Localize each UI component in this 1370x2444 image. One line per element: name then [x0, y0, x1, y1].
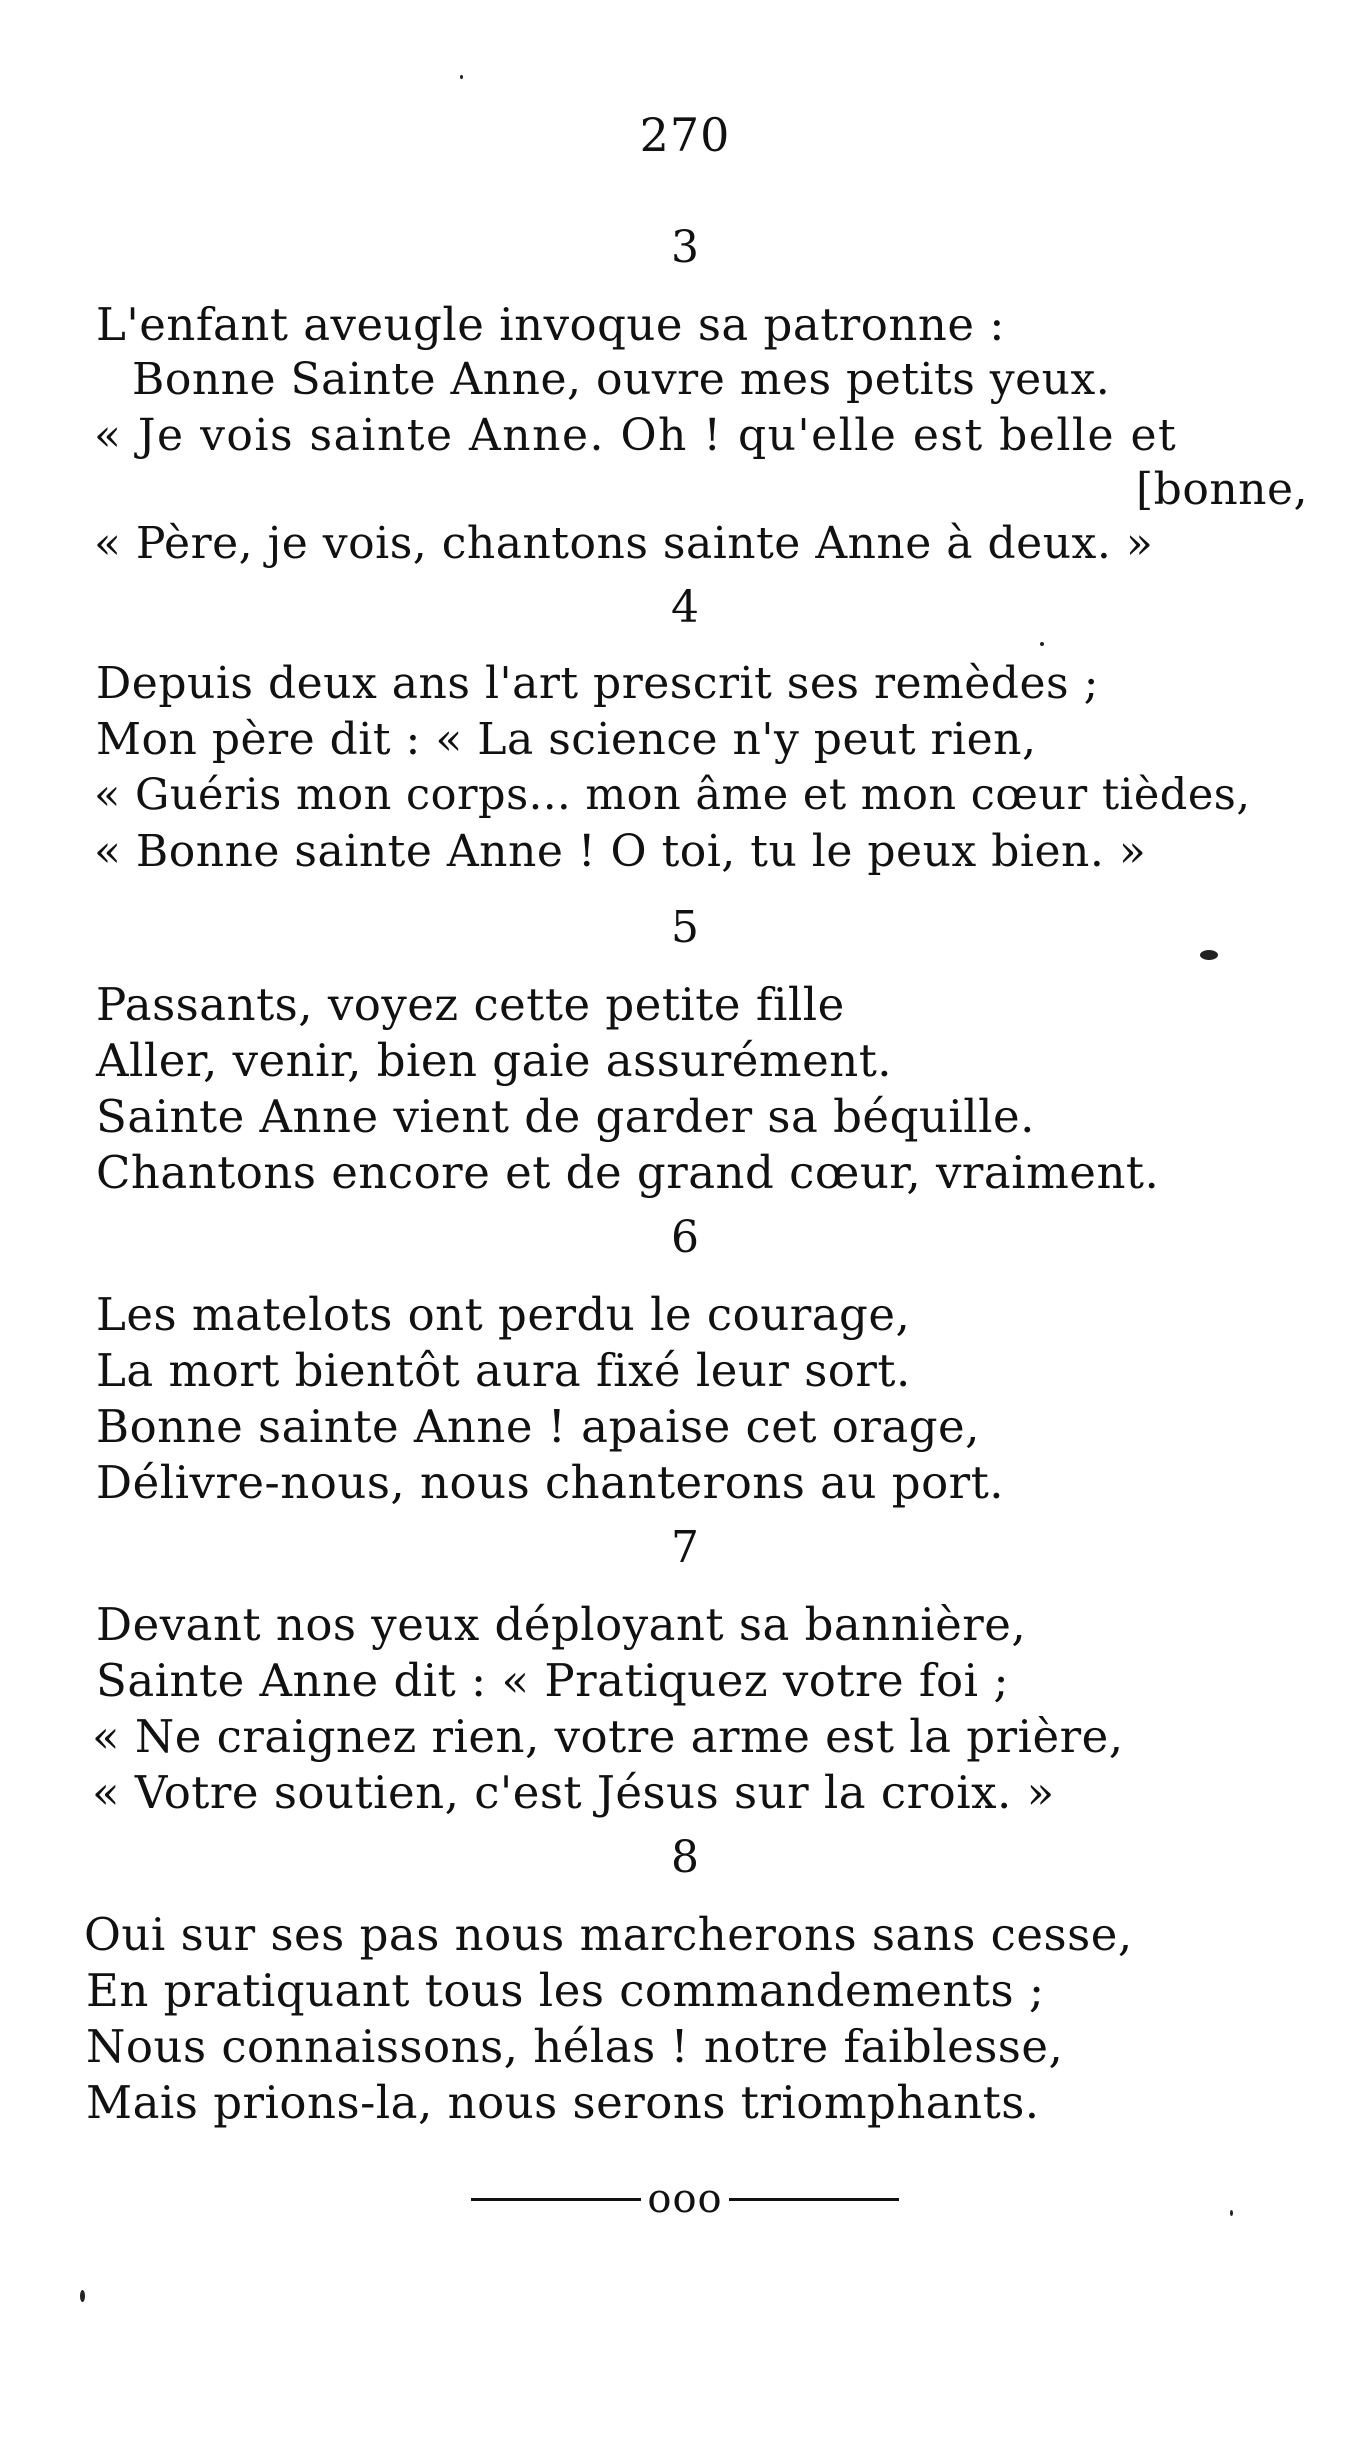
print-speck	[1040, 642, 1044, 646]
verse-line: Depuis deux ans l'art prescrit ses remèdes ;	[96, 658, 1099, 709]
stanza-number: 3	[671, 222, 699, 273]
stanza-number: 7	[671, 1522, 699, 1573]
verse-line: « Bonne sainte Anne ! O toi, tu le peux bien. »	[94, 826, 1147, 877]
verse-line: Chantons encore et de grand cœur, vraiment.	[96, 1146, 1160, 1199]
verse-line: Les matelots ont perdu le courage,	[96, 1288, 911, 1341]
print-speck	[460, 75, 463, 79]
verse-line: « Guéris mon corps... mon âme et mon cœur tièdes,	[94, 770, 1251, 820]
stanza-number: 5	[671, 902, 699, 953]
stanza-number: 8	[671, 1832, 699, 1883]
verse-line: Oui sur ses pas nous marcherons sans cesse,	[84, 1908, 1133, 1961]
verse-line: Sainte Anne vient de garder sa béquille.	[96, 1090, 1035, 1143]
verse-line: Passants, voyez cette petite fille	[96, 978, 845, 1031]
verse-line: Aller, venir, bien gaie assurément.	[96, 1034, 893, 1087]
stanza-number: 6	[671, 1212, 699, 1263]
verse-line: Devant nos yeux déployant sa bannière,	[96, 1598, 1027, 1651]
ornament-rule-right	[729, 2198, 899, 2201]
stanza-number: 4	[671, 582, 699, 633]
print-speck	[1200, 950, 1218, 960]
verse-line: Sainte Anne dit : « Pratiquez votre foi ;	[96, 1654, 1010, 1707]
ornament-rule-left	[471, 2198, 641, 2201]
closing-ornament	[0, 2176, 1370, 2222]
verse-line: Nous connaissons, hélas ! notre faiblesse,	[86, 2020, 1064, 2073]
verse-line: La mort bientôt aura fixé leur sort.	[96, 1344, 911, 1397]
verse-line: En pratiquant tous les commandements ;	[86, 1964, 1045, 2017]
verse-line: Délivre-nous, nous chanterons au port.	[96, 1456, 1005, 1509]
verse-line: « Votre soutien, c'est Jésus sur la croix. »	[92, 1766, 1055, 1819]
verse-line: « Père, je vois, chantons sainte Anne à deux. »	[94, 518, 1154, 569]
verse-line-continuation: [bonne,	[1136, 464, 1309, 515]
verse-line: « Ne craignez rien, votre arme est la prière,	[92, 1710, 1124, 1763]
verse-line: « Je vois sainte Anne. Oh ! qu'elle est belle et	[94, 410, 1178, 461]
ornament-mark: ooo	[647, 2176, 723, 2222]
verse-line: L'enfant aveugle invoque sa patronne :	[96, 298, 1005, 351]
verse-line: Mais prions-la, nous serons triomphants.	[86, 2076, 1040, 2129]
verse-line: Mon père dit : « La science n'y peut rien,	[96, 714, 1037, 765]
verse-line: Bonne sainte Anne ! apaise cet orage,	[96, 1400, 980, 1453]
page-number: 270	[639, 108, 731, 162]
print-speck	[80, 2290, 85, 2302]
print-speck	[1230, 2210, 1233, 2216]
verse-line: Bonne Sainte Anne, ouvre mes petits yeux.	[132, 354, 1111, 405]
